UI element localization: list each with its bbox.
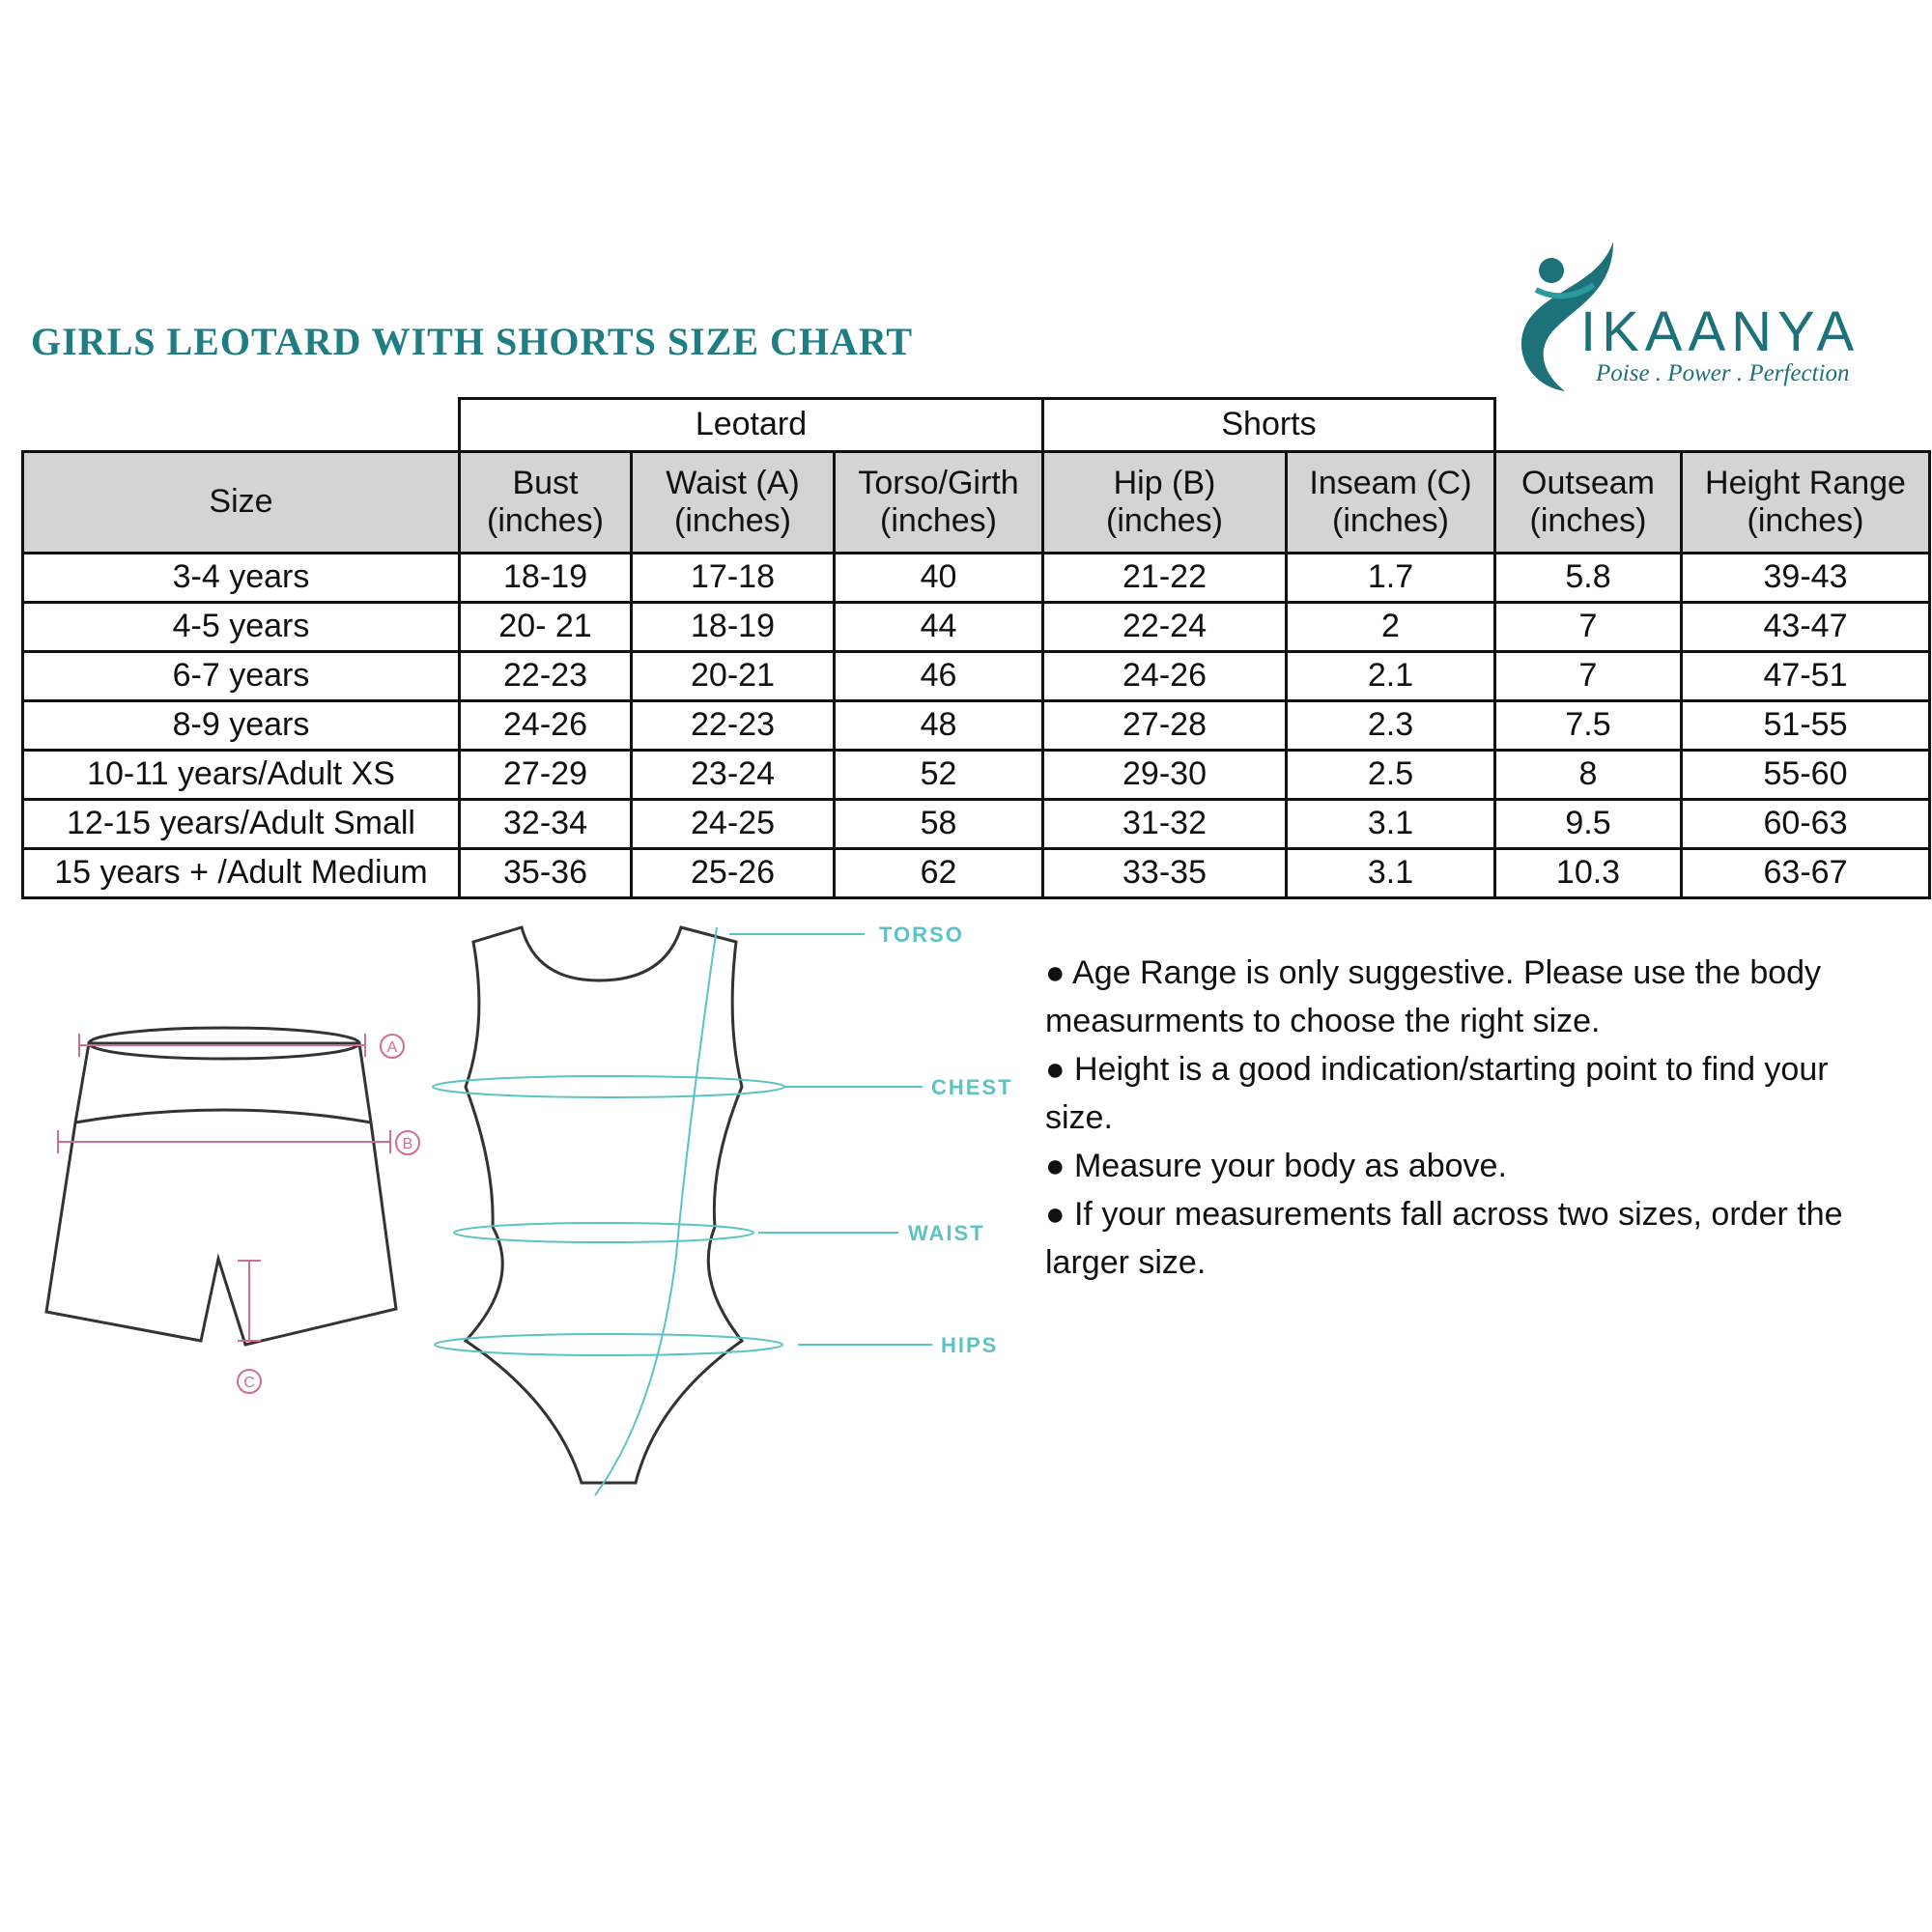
measurement-cell: 22-23 xyxy=(632,701,835,751)
mark-b-label: B xyxy=(402,1136,413,1152)
measurement-cell: 1.7 xyxy=(1287,554,1495,603)
measurement-cell: 63-67 xyxy=(1682,849,1930,898)
table-row xyxy=(23,849,1930,898)
note-item: ● Measure your body as above. xyxy=(1045,1148,1507,1184)
brand-name: IKAANYA xyxy=(1580,300,1861,363)
sizing-notes xyxy=(1045,949,1895,1287)
column-header-label: Inseam (C) xyxy=(1309,464,1472,501)
group-header-row xyxy=(23,399,1930,452)
shorts-illustration xyxy=(46,1028,419,1393)
measurement-cell: 21-22 xyxy=(1043,554,1287,603)
measurement-cell: 51-55 xyxy=(1682,701,1930,751)
column-header-label: Waist (A) xyxy=(666,464,800,501)
measurement-cell: 39-43 xyxy=(1682,554,1930,603)
column-header xyxy=(1043,452,1287,554)
shorts-waistband-bottom xyxy=(75,1110,371,1122)
measurement-cell: 2 xyxy=(1287,603,1495,652)
table-row xyxy=(23,751,1930,800)
measurement-cell: 7 xyxy=(1495,652,1682,701)
measurement-cell: 2.5 xyxy=(1287,751,1495,800)
table-row xyxy=(23,603,1930,652)
measurement-cell: 31-32 xyxy=(1043,800,1287,849)
logo-figure-head xyxy=(1539,258,1564,283)
measurement-cell: 23-24 xyxy=(632,751,835,800)
measurement-cell: 5.8 xyxy=(1495,554,1682,603)
column-header-row xyxy=(23,452,1930,554)
measurement-cell: 7 xyxy=(1495,603,1682,652)
leotard-illustration xyxy=(433,923,1013,1495)
size-cell: 12-15 years/Adult Small xyxy=(23,800,460,849)
measurement-cell: 2.3 xyxy=(1287,701,1495,751)
measurement-cell: 62 xyxy=(835,849,1043,898)
page-title: GIRLS LEOTARD WITH SHORTS SIZE CHART xyxy=(31,320,914,363)
measurement-cell: 2.1 xyxy=(1287,652,1495,701)
column-header-label: Torso/Girth xyxy=(858,464,1019,501)
column-header-unit: (inches) xyxy=(1106,502,1223,539)
measurement-cell: 24-26 xyxy=(460,701,632,751)
measurement-cell: 25-26 xyxy=(632,849,835,898)
column-header-label: Hip (B) xyxy=(1113,464,1216,501)
measurement-diagram xyxy=(0,908,1043,1526)
hips-label: HIPS xyxy=(941,1333,999,1357)
note-item: ● If your measurements fall across two sizes, order the larger size. xyxy=(1045,1196,1843,1281)
measurement-cell: 55-60 xyxy=(1682,751,1930,800)
size-cell: 15 years + /Adult Medium xyxy=(23,849,460,898)
size-chart-table xyxy=(21,397,1931,899)
measurement-cell: 22-24 xyxy=(1043,603,1287,652)
note-item: ● Age Range is only suggestive. Please use the body measurments to choose the right size. xyxy=(1045,954,1822,1039)
measurement-cell: 24-26 xyxy=(1043,652,1287,701)
measurement-cell: 46 xyxy=(835,652,1043,701)
column-header xyxy=(1495,452,1682,554)
measurement-cell: 22-23 xyxy=(460,652,632,701)
shorts-outline xyxy=(46,1043,396,1345)
column-header-label: Size xyxy=(209,483,273,521)
measurement-cell: 9.5 xyxy=(1495,800,1682,849)
measurement-cell: 8 xyxy=(1495,751,1682,800)
table-row xyxy=(23,701,1930,751)
column-header xyxy=(23,452,460,554)
note-item: ● Height is a good indication/starting point to find your size. xyxy=(1045,1051,1829,1136)
measurement-cell: 18-19 xyxy=(460,554,632,603)
measurement-cell: 40 xyxy=(835,554,1043,603)
group-leotard: Leotard xyxy=(460,399,1043,452)
column-header xyxy=(632,452,835,554)
hips-loop xyxy=(435,1334,782,1355)
column-header-label: Bust xyxy=(512,464,579,501)
measurement-cell: 60-63 xyxy=(1682,800,1930,849)
column-header-label: Height Range xyxy=(1705,464,1906,501)
table-row xyxy=(23,800,1930,849)
column-header-unit: (inches) xyxy=(1747,502,1864,539)
mark-c-label: C xyxy=(243,1375,255,1391)
measurement-cell: 47-51 xyxy=(1682,652,1930,701)
chest-loop xyxy=(433,1076,784,1097)
measurement-cell: 24-25 xyxy=(632,800,835,849)
column-header-label: Outseam xyxy=(1521,464,1655,501)
waist-loop xyxy=(454,1223,753,1242)
column-header xyxy=(1287,452,1495,554)
measurement-cell: 33-35 xyxy=(1043,849,1287,898)
column-header xyxy=(835,452,1043,554)
column-header-unit: (inches) xyxy=(674,502,791,539)
waist-label: WAIST xyxy=(908,1221,985,1245)
measurement-cell: 43-47 xyxy=(1682,603,1930,652)
measurement-cell: 3.1 xyxy=(1287,800,1495,849)
column-header-unit: (inches) xyxy=(487,502,604,539)
size-cell: 4-5 years xyxy=(23,603,460,652)
torso-label: TORSO xyxy=(879,923,964,947)
measurement-cell: 3.1 xyxy=(1287,849,1495,898)
brand-tagline: Poise . Power . Perfection xyxy=(1596,360,1850,386)
measurement-cell: 20-21 xyxy=(632,652,835,701)
table-row xyxy=(23,652,1930,701)
measurement-cell: 10.3 xyxy=(1495,849,1682,898)
measurement-cell: 27-28 xyxy=(1043,701,1287,751)
measurement-cell: 7.5 xyxy=(1495,701,1682,751)
chest-label: CHEST xyxy=(931,1075,1013,1099)
measurement-cell: 44 xyxy=(835,603,1043,652)
size-cell: 10-11 years/Adult XS xyxy=(23,751,460,800)
measurement-cell: 29-30 xyxy=(1043,751,1287,800)
table-body xyxy=(23,554,1930,898)
size-cell: 8-9 years xyxy=(23,701,460,751)
column-header-unit: (inches) xyxy=(880,502,997,539)
measurement-cell: 58 xyxy=(835,800,1043,849)
measurement-cell: 48 xyxy=(835,701,1043,751)
torso-loop xyxy=(595,927,717,1495)
measurement-cell: 17-18 xyxy=(632,554,835,603)
measurement-cell: 52 xyxy=(835,751,1043,800)
measurement-cell: 20- 21 xyxy=(460,603,632,652)
measurement-cell: 27-29 xyxy=(460,751,632,800)
size-cell: 6-7 years xyxy=(23,652,460,701)
leotard-outline xyxy=(466,927,742,1483)
column-header xyxy=(1682,452,1930,554)
measurement-cell: 35-36 xyxy=(460,849,632,898)
group-shorts: Shorts xyxy=(1043,399,1495,452)
measurement-cell: 18-19 xyxy=(632,603,835,652)
mark-a-label: A xyxy=(386,1039,398,1056)
size-cell: 3-4 years xyxy=(23,554,460,603)
column-header-unit: (inches) xyxy=(1529,502,1647,539)
column-header-unit: (inches) xyxy=(1332,502,1449,539)
column-header xyxy=(460,452,632,554)
measurement-cell: 32-34 xyxy=(460,800,632,849)
table-row xyxy=(23,554,1930,603)
